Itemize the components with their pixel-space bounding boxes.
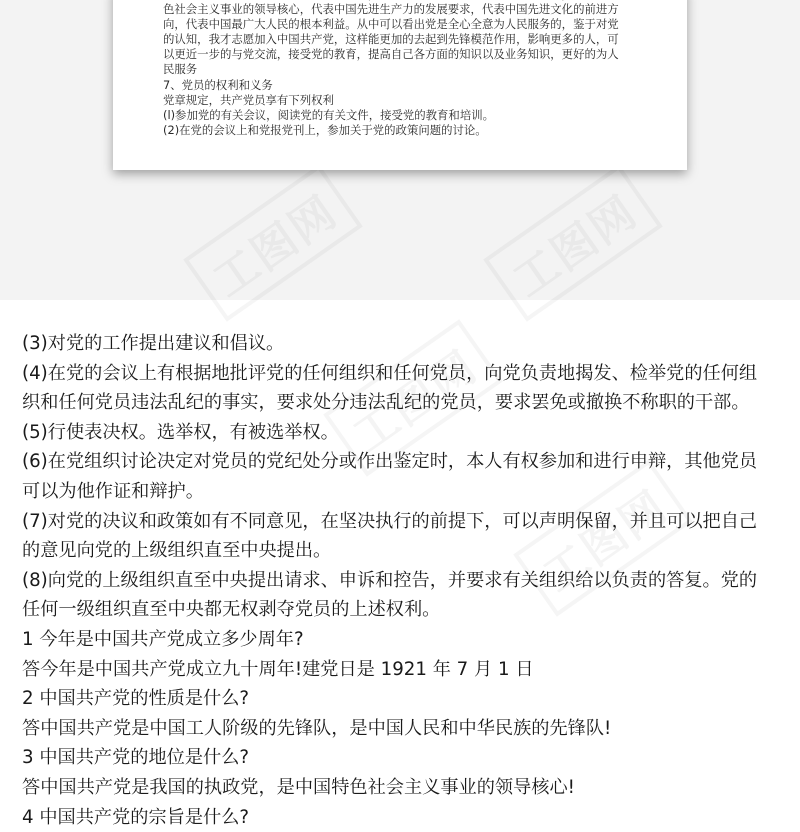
document-page-card (113, 0, 687, 170)
right-item-7: (7)对党的决议和政策如有不同意见，在坚决执行的前提下，可以声明保留，并且可以把自己 (22, 507, 782, 537)
card-text-line: 向，代表中国最广大人民的根本利益。从中可以看出党是全心全意为人民服务的，鉴于对党 (163, 17, 663, 32)
watermark-logo: 工图网 (323, 319, 503, 476)
right-item-6-cont: 可以为他作证和辩护。 (22, 477, 782, 507)
card-text-line: 的认知，我才志愿加入中国共产党，这样能更加的去起到先锋模范作用，影响更多的人，可 (163, 32, 663, 47)
question-3: 3 中国共产党的地位是什么? (22, 743, 782, 773)
card-text-block (163, 0, 663, 138)
question-4: 4 中国共产党的宗旨是什么? (22, 803, 782, 832)
question-2: 2 中国共产党的性质是什么? (22, 684, 782, 714)
answer-2: 答中国共产党是中国工人阶级的先锋队，是中国人民和中华民族的先锋队! (22, 714, 782, 744)
card-text-line: 色社会主义事业的领导核心，代表中国先进生产力的发展要求，代表中国先进文化的前进方 (163, 2, 663, 17)
card-text-line: 以更近一步的与党交流，接受党的教育，提高自己各方面的知识以及业务知识，更好的为人 (163, 47, 663, 62)
right-item-5: (5)行使表决权。选举权，有被选举权。 (22, 418, 782, 448)
card-text-line: (2)在党的会议上和党报党刊上，参加关于党的政策问题的讨论。 (163, 123, 663, 138)
answer-3: 答中国共产党是我国的执政党，是中国特色社会主义事业的领导核心! (22, 773, 782, 803)
right-item-8: (8)向党的上级组织直至中央提出请求、申诉和控告，并要求有关组织给以负责的答复。党的 (22, 566, 782, 596)
card-text-line: 党章规定，共产党员享有下列权利 (163, 93, 663, 108)
watermark-logo: 工图网 (183, 164, 363, 321)
answer-1: 答今年是中国共产党成立九十周年!建党日是 1921 年 7 月 1 日 (22, 655, 782, 685)
right-item-8-cont: 任何一级组织直至中央都无权剥夺党员的上述权利。 (22, 595, 782, 625)
card-text-line: (l)参加党的有关会议，阅读党的有关文件，接受党的教育和培训。 (163, 108, 663, 123)
watermark-logo: 工图网 (483, 164, 663, 321)
watermark-logo: 工图网 (513, 459, 693, 616)
main-text-block (22, 329, 782, 832)
card-text-line: 民服务 (163, 62, 663, 77)
section-heading: 7、党员的权利和义务 (163, 78, 663, 93)
right-item-4-cont: 织和任何党员违法乱纪的事实，要求处分违法乱纪的党员，要求罢免或撤换不称职的干部。 (22, 388, 782, 418)
right-item-4: (4)在党的会议上有根据地批评党的任何组织和任何党员，向党负责地揭发、检举党的任何组 (22, 359, 782, 389)
right-item-7-cont: 的意见向党的上级组织直至中央提出。 (22, 536, 782, 566)
right-item-3: (3)对党的工作提出建议和倡议。 (22, 329, 782, 359)
right-item-6: (6)在党组织讨论决定对党员的党纪处分或作出鉴定时，本人有权参加和进行申辩，其他党员 (22, 447, 782, 477)
question-1: 1 今年是中国共产党成立多少周年? (22, 625, 782, 655)
